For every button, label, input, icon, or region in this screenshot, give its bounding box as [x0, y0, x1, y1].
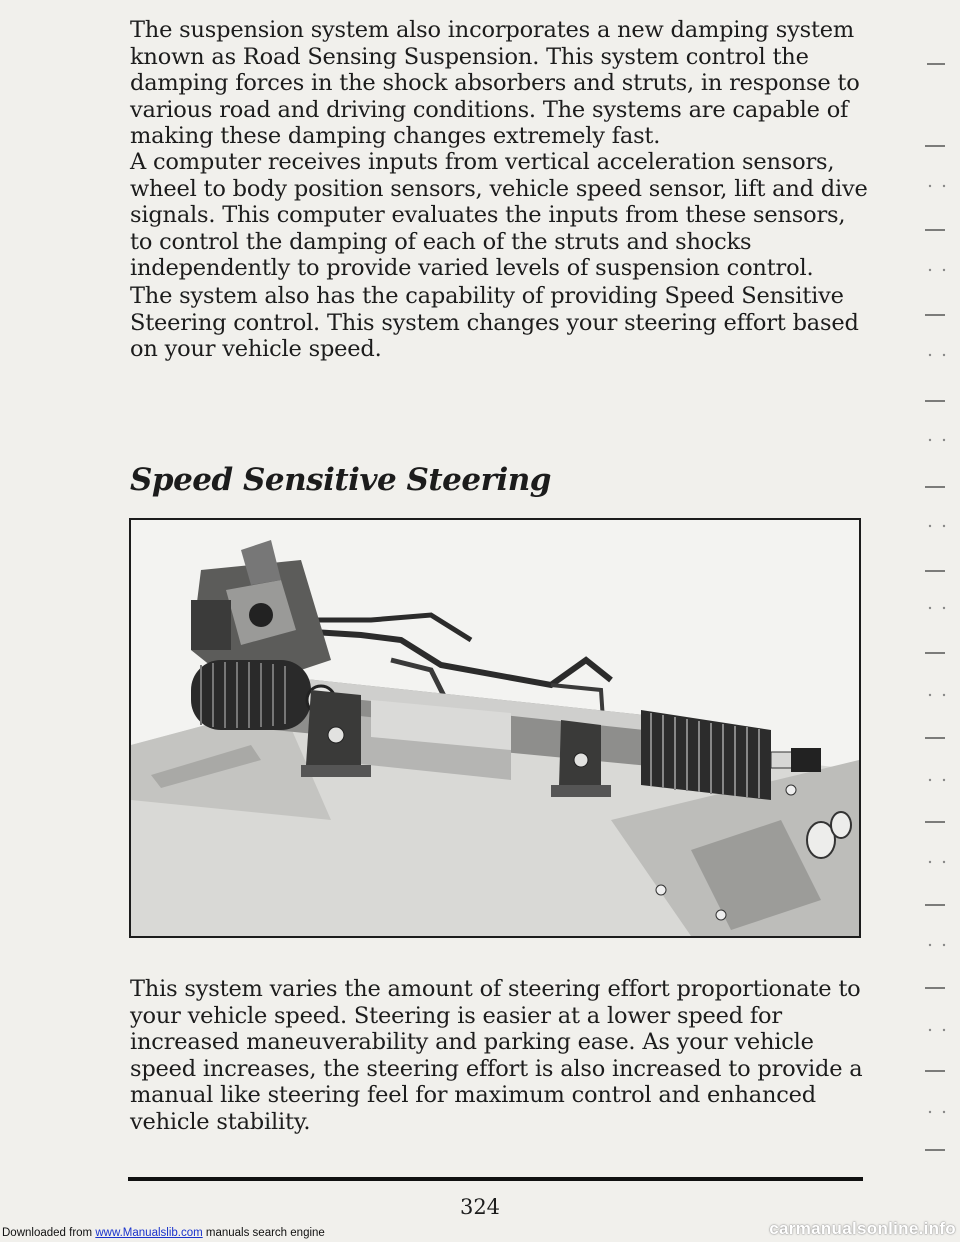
page-number: 324 [459, 1195, 501, 1219]
watermark-suffix: manuals search engine [202, 1227, 325, 1239]
manualslib-link[interactable]: www.Manualslib.com [95, 1227, 203, 1239]
download-watermark [2, 1227, 325, 1239]
steering-rack-drawing [131, 520, 859, 936]
paragraph-road-sensing-suspension: The suspension system also incorporates a new damping system known as Road Sensing Suspension. This system control the damping forces in the shock absorbers and struts, in response to various road and driving conditions. The systems are capable of making these damping changes extremely fast. [130, 17, 860, 149]
footer-rule [128, 1177, 863, 1181]
paragraph-computer-inputs: A computer receives inputs from vertical acceleration sensors, wheel to body position sensors, vehicle speed sensor, lift and dive signals. This computer evaluates the inputs from these sensors, to control the damping of each of the struts and shocks independently to provide varied levels of suspension control. [130, 149, 868, 281]
watermark-prefix: Downloaded from [2, 1227, 96, 1239]
section-heading: Speed Sensitive Steering [130, 462, 551, 498]
steering-rack-illustration [129, 518, 861, 938]
paragraph-steering-effort: This system varies the amount of steering effort proportionate to your vehicle speed. Steering is easier at a lower speed for increased maneuverability and parking ease. As your vehicle speed increases, the steering effort is also increased to provide a manual like steering feel for maximum control and enhanced vehicle stability. [130, 976, 863, 1135]
brand-watermark: carmanualsonline.info [769, 1219, 956, 1238]
paragraph-speed-sensitive-capability: The system also has the capability of providing Speed Sensitive Steering control. This system changes your steering effort based on your vehicle speed. [130, 283, 859, 362]
